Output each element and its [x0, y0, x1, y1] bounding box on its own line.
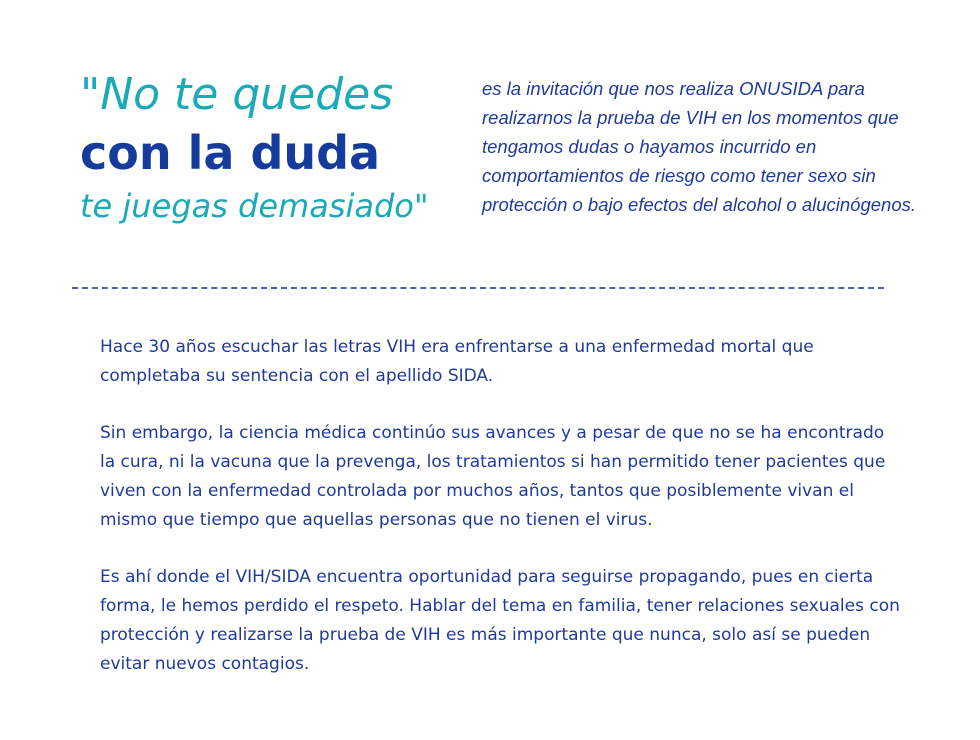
body-text [100, 333, 900, 707]
paragraph-1: Hace 30 años escuchar las letras VIH era enfrentarse a una enfermedad mortal que completaba su sentencia con el apellido SIDA. [100, 337, 814, 386]
paragraph-2: Sin embargo, la ciencia médica continúo sus avances y a pesar de que no se ha encontrado la cura, ni la vacuna que la prevenga, los tratamientos si han permitido tener pacientes que viven con la enfermedad controlada por muchos años, tantos que posiblemente vivan el mismo que tiempo que aquellas personas que no tienen el virus. [100, 423, 886, 530]
dashed-divider [72, 287, 884, 289]
intro-text: es la invitación que nos realiza ONUSIDA para realizarnos la prueba de VIH en los momentos que tengamos dudas o hayamos incurrido en comportamientos de riesgo como tener sexo sin protección o bajo efectos del alcohol o alucinógenos. [482, 78, 917, 215]
headline-line-3: te juegas demasiado" [80, 187, 429, 225]
headline-line-1: "No te quedes [80, 69, 394, 120]
headline-quote [80, 66, 440, 228]
headline-line-2: con la duda [80, 126, 381, 180]
paragraph-3: Es ahí donde el VIH/SIDA encuentra oportunidad para seguirse propagando, pues en cierta forma, le hemos perdido el respeto. Hablar del tema en familia, tener relaciones sexuales con protección y realizarse la prueba de VIH es más importante que nunca, solo así se pueden evitar nuevos contagios. [100, 567, 900, 674]
